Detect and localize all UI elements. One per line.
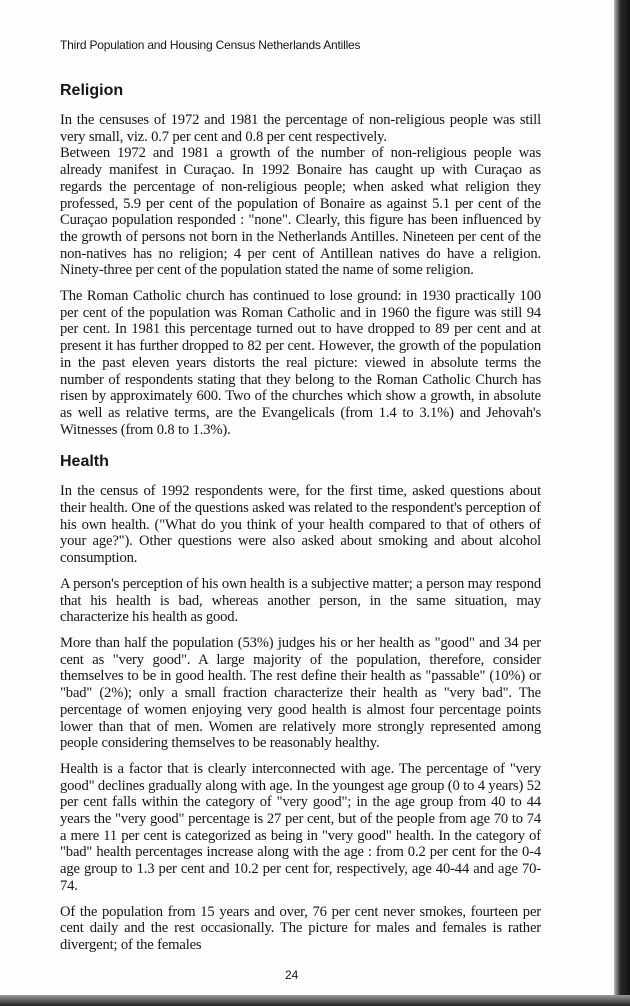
scan-edge-right <box>614 0 630 1006</box>
section-heading-religion: Religion <box>60 82 124 99</box>
running-header: Third Population and Housing Census Netherlands Antilles <box>60 38 361 52</box>
paragraph: Health is a factor that is clearly interconnected with age. The percentage of "very good" declines gradually along with age. In the youngest age group (0 to 4 years) 52 per cent falls within the category of "very good"; in the age group from 40 to 44 years the "very good" percentage is 27 per cent, but of the people from age 70 to 74 a mere 11 per cent is categorized as being in "very good" health. In the category of "bad" health percentages increase along with the age : from 0.2 per cent for the 0-4 age group to 1.3 per cent and 10.2 per cent for, respectively, age 40-44 and age 70-74. <box>60 760 541 894</box>
paragraph: Of the population from 15 years and over, 76 per cent never smokes, fourteen per cent daily and the rest occasionally. The picture for males and females is rather divergent; of the females <box>60 903 541 953</box>
paragraph: In the censuses of 1972 and 1981 the percentage of non-religious people was still very small, viz. 0.7 per cent and 0.8 per cent respectively. <box>60 112 541 145</box>
paragraph: The Roman Catholic church has continued to lose ground: in 1930 practically 100 per cent of the population was Roman Catholic and in 1960 the figure was still 94 per cent. In 1981 this percentage turned out to have dropped to 89 per cent and at present it has further dropped to 82 per cent. However, the growth of the population in the past eleven years distorts the real picture: viewed in absolute terms the number of respondents stating that they belong to the Roman Catholic Church has risen by approximately 600. Two of the churches which show a growth, in absolute as well as relative terms, are the Evangelicals (from 1.4 to 3.1%) and Jehovah's Witnesses (from 0.8 to 1.3%). <box>60 288 541 438</box>
paragraph: Between 1972 and 1981 a growth of the number of non-religious people was already manifest in Curaçao. In 1992 Bonaire has caught up with Curaçao as regards the percentage of non-religious people; when asked what religion they professed, 5.9 per cent of the population of Bonaire as against 5.1 per cent of the Curaçao population responded : "none". Clearly, this figure has been influenced by the growth of persons not born in the Netherlands Antilles. Nineteen per cent of the non-natives has no religion; 4 per cent of Antillean natives do have a religion. Ninety-three per cent of the population stated the name of some religion. <box>60 145 541 279</box>
section-heading-health: Health <box>60 453 109 471</box>
paragraph: More than half the population (53%) judges his or her health as "good" and 34 per cent as "very good". A large majority of the population, therefore, consider themselves to be in good health. The rest define their health as "passable" (10%) or "bad" (2%); only a small fraction characterize their health as "very bad". The percentage of women enjoying very good health is almost four percentage points lower than that of men. Women are relatively more strongly represented among people considering themselves to be reasonably healthy. <box>60 634 541 752</box>
paragraph: A person's perception of his own health is a subjective matter; a person may respond that his health is bad, whereas another person, in the same situation, may characterize his health as good. <box>60 575 541 626</box>
page-number: 24 <box>285 967 299 982</box>
paragraph: In the census of 1992 respondents were, for the first time, asked questions about their health. One of the questions asked was related to the respondent's perception of his own health. ("What do you think of your health compared to that of others of your age?"). Other questions were also asked about smoking and about alcohol consumption. <box>60 483 541 567</box>
